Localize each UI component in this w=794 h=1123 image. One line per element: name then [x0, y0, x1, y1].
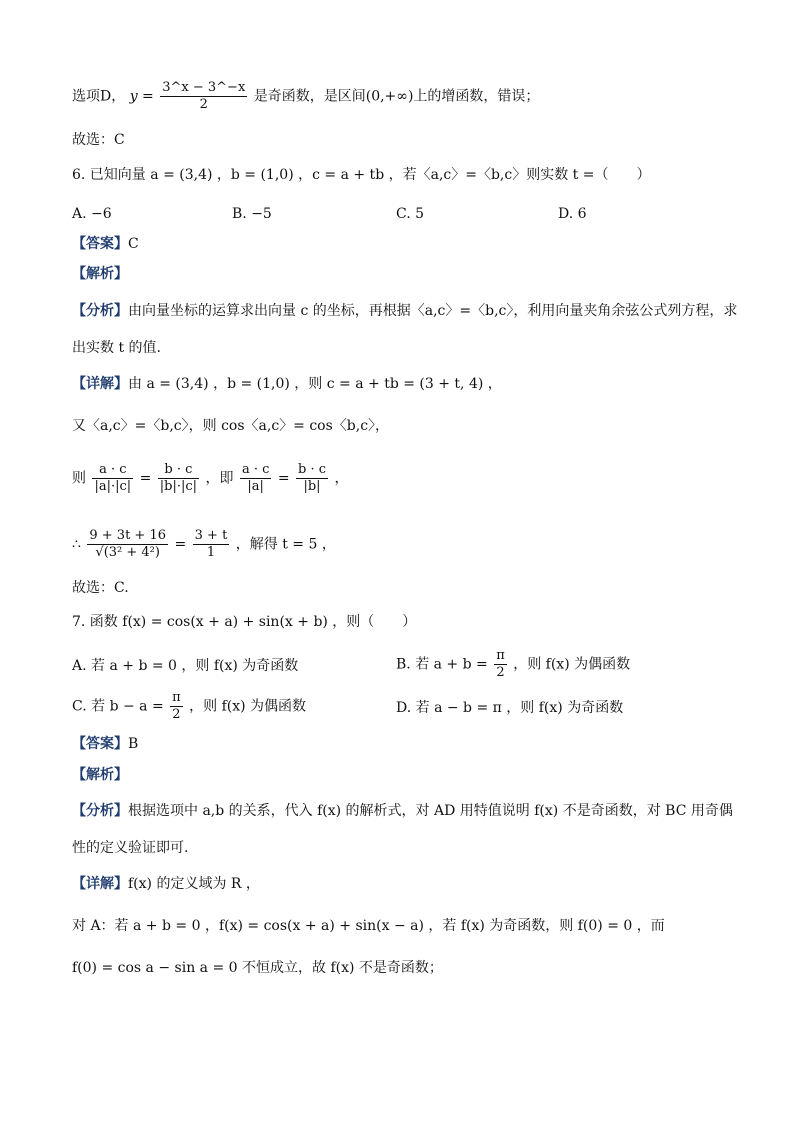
fenxi-tag: 【分析】 — [72, 803, 128, 819]
q7-fenxi-line-1 — [72, 801, 734, 821]
q6-answer — [72, 234, 734, 254]
q7-analysis-heading — [72, 765, 734, 785]
q7-answer-value: B — [128, 736, 139, 752]
q6-xj4-fraction-1 — [87, 528, 168, 561]
prev-option-d-text: 是奇函数，是区间(0,+∞)上的增函数，错误； — [253, 88, 540, 105]
q6-xiangjie-line-2: 又〈a,c〉=〈b,c〉，则 cos〈a,c〉= cos〈b,c〉， — [72, 418, 390, 434]
prev-option-d-fraction — [160, 80, 247, 113]
q6-option-d: D. 6 — [558, 206, 587, 222]
prev-option-d-y: y = — [129, 88, 154, 105]
answer-tag: 【答案】 — [72, 236, 128, 252]
q6-option-a: A. −6 — [72, 206, 112, 222]
q6-xj4-end: ，解得 t = 5 ， — [235, 536, 336, 553]
q7-option-c — [72, 690, 306, 723]
q7-xiangjie-line-3: f(0) = cos a − sin a = 0 不恒成立，故 f(x) 不是奇函数； — [72, 960, 443, 976]
xiangjie-tag: 【详解】 — [72, 876, 128, 892]
fraction-numerator: 3^x − 3^−x — [162, 80, 246, 95]
q7-xiangjie-text-1: f(x) 的定义域为 R ， — [128, 876, 260, 892]
q6-choice: 故选：C. — [72, 580, 129, 596]
q6-xj3-fraction-4 — [296, 462, 328, 495]
q7-answer — [72, 734, 734, 754]
fraction-denominator: |a| — [247, 479, 264, 494]
q6-xj4-fraction-2 — [193, 528, 230, 561]
fraction-denominator: |b| — [303, 479, 321, 494]
q6-stem-lead: 6. 已知向量 — [72, 167, 146, 183]
q6-xiangjie-text-1: 由 a = (3,4) ，b = (1,0) ，则 c = a + tb = (3 + t, 4) ， — [128, 376, 502, 392]
q7-option-b-tail: ，则 f(x) 为偶函数 — [513, 656, 631, 673]
q7-xiangjie-line-2: 对 A：若 a + b = 0 ，f(x) = cos(x + a) + sin(x − a) ，若 f(x) 为奇函数，则 f(0) = 0 ，而 — [72, 918, 665, 934]
fraction-denominator: |a|·|c| — [94, 479, 132, 494]
q6-xj3-fraction-3 — [240, 462, 271, 495]
prev-choice: 故选：C — [72, 132, 125, 148]
q6-xj3-lead: 则 — [72, 470, 86, 487]
analysis-tag: 【解析】 — [72, 767, 128, 783]
fraction-numerator: π — [496, 648, 505, 663]
q6-fenxi-text-1: 由向量坐标的运算求出向量 c 的坐标，再根据〈a,c〉=〈b,c〉，利用向量夹角余弦公式列方程，求 — [128, 303, 738, 319]
q6-answer-value: C — [128, 236, 139, 252]
q6-options — [72, 204, 734, 224]
fraction-denominator: |b|·|c| — [159, 479, 198, 494]
q6-stem-math: a = (3,4) ，b = (1,0) ，c = a + tb ，若〈a,c〉=〈b,c〉则实数 t =（ ） — [150, 167, 651, 183]
q7-stem: 7. 函数 f(x) = cos(x + a) + sin(x + b) ，则（ ） — [72, 614, 417, 630]
fraction-denominator: 2 — [496, 665, 505, 680]
q6-xj3-mid: ，即 — [205, 470, 234, 487]
xiangjie-tag: 【详解】 — [72, 376, 128, 392]
q6-xiangjie-line-1 — [72, 374, 734, 394]
q7-option-b-lead: B. 若 a + b = — [396, 656, 488, 673]
q6-fenxi-line-2: 出实数 t 的值. — [72, 340, 161, 356]
answer-tag: 【答案】 — [72, 736, 128, 752]
q7-option-d: D. 若 a − b = π ，则 f(x) 为奇函数 — [396, 700, 624, 716]
q7-options-row-1 — [72, 648, 734, 680]
q6-option-b: B. −5 — [232, 206, 272, 222]
q7-xiangjie-line-1 — [72, 874, 734, 894]
q7-option-a: A. 若 a + b = 0 ，则 f(x) 为奇函数 — [72, 658, 299, 674]
q7-fenxi-line-2: 性的定义验证即可. — [72, 840, 189, 856]
q6-xj3-fraction-2 — [158, 462, 199, 495]
q6-option-c: C. 5 — [396, 206, 425, 222]
q7-options-row-2 — [72, 690, 734, 722]
fraction-numerator: a · c — [241, 462, 270, 477]
q6-stem — [72, 165, 734, 185]
fraction-numerator: 9 + 3t + 16 — [89, 528, 166, 543]
q7-option-c-fraction — [170, 690, 183, 723]
q7-fenxi-text-1: 根据选项中 a,b 的关系，代入 f(x) 的解析式，对 AD 用特值说明 f(x) 不是奇函数，对 BC 用奇偶 — [128, 803, 733, 819]
fraction-denominator: 2 — [172, 707, 181, 722]
fraction-denominator: √(3² + 4²) — [95, 545, 160, 560]
fraction-denominator: 1 — [206, 545, 216, 560]
q6-xj3-end: ， — [334, 470, 349, 487]
fraction-numerator: b · c — [158, 462, 199, 479]
fraction-numerator: b · c — [298, 462, 327, 477]
prev-option-d-lead: 选项D， — [72, 88, 126, 105]
q7-option-b-fraction — [494, 648, 507, 681]
fraction-numerator: a · c — [92, 462, 133, 479]
fraction-numerator: 3 + t — [194, 528, 228, 543]
q6-xiangjie-line-4: ∴ $\frac{9 + 3t + 16}{\text{√(3² + 4²)}}$ = $\frac{3 + t}{1}$ ，解得 t = 5 ， — [72, 528, 336, 560]
q6-xj4-lead: ∴ — [72, 536, 81, 553]
prev-option-d-line — [72, 80, 734, 113]
fraction-denominator: 2 — [199, 97, 208, 112]
analysis-tag: 【解析】 — [72, 266, 128, 282]
q6-xiangjie-line-3: 则 $\frac{a \cdot c}{|a|\cdot|c|}$ = $\frac{b \cdot c}{|b|\cdot|c|}$ ，即 $\frac{a \cdot c}{|a|}$ = $\frac{b \cdot c}{|b|}$ ， — [72, 462, 349, 494]
fraction-numerator: π — [172, 690, 181, 705]
q7-option-c-lead: C. 若 b − a = — [72, 698, 164, 715]
fenxi-tag: 【分析】 — [72, 303, 128, 319]
q7-option-c-tail: ，则 f(x) 为偶函数 — [189, 698, 307, 715]
q6-fenxi-line-1 — [72, 301, 738, 321]
q6-analysis-heading — [72, 264, 734, 284]
q6-xj3-fraction-1 — [92, 462, 133, 495]
q7-option-b — [396, 648, 630, 681]
